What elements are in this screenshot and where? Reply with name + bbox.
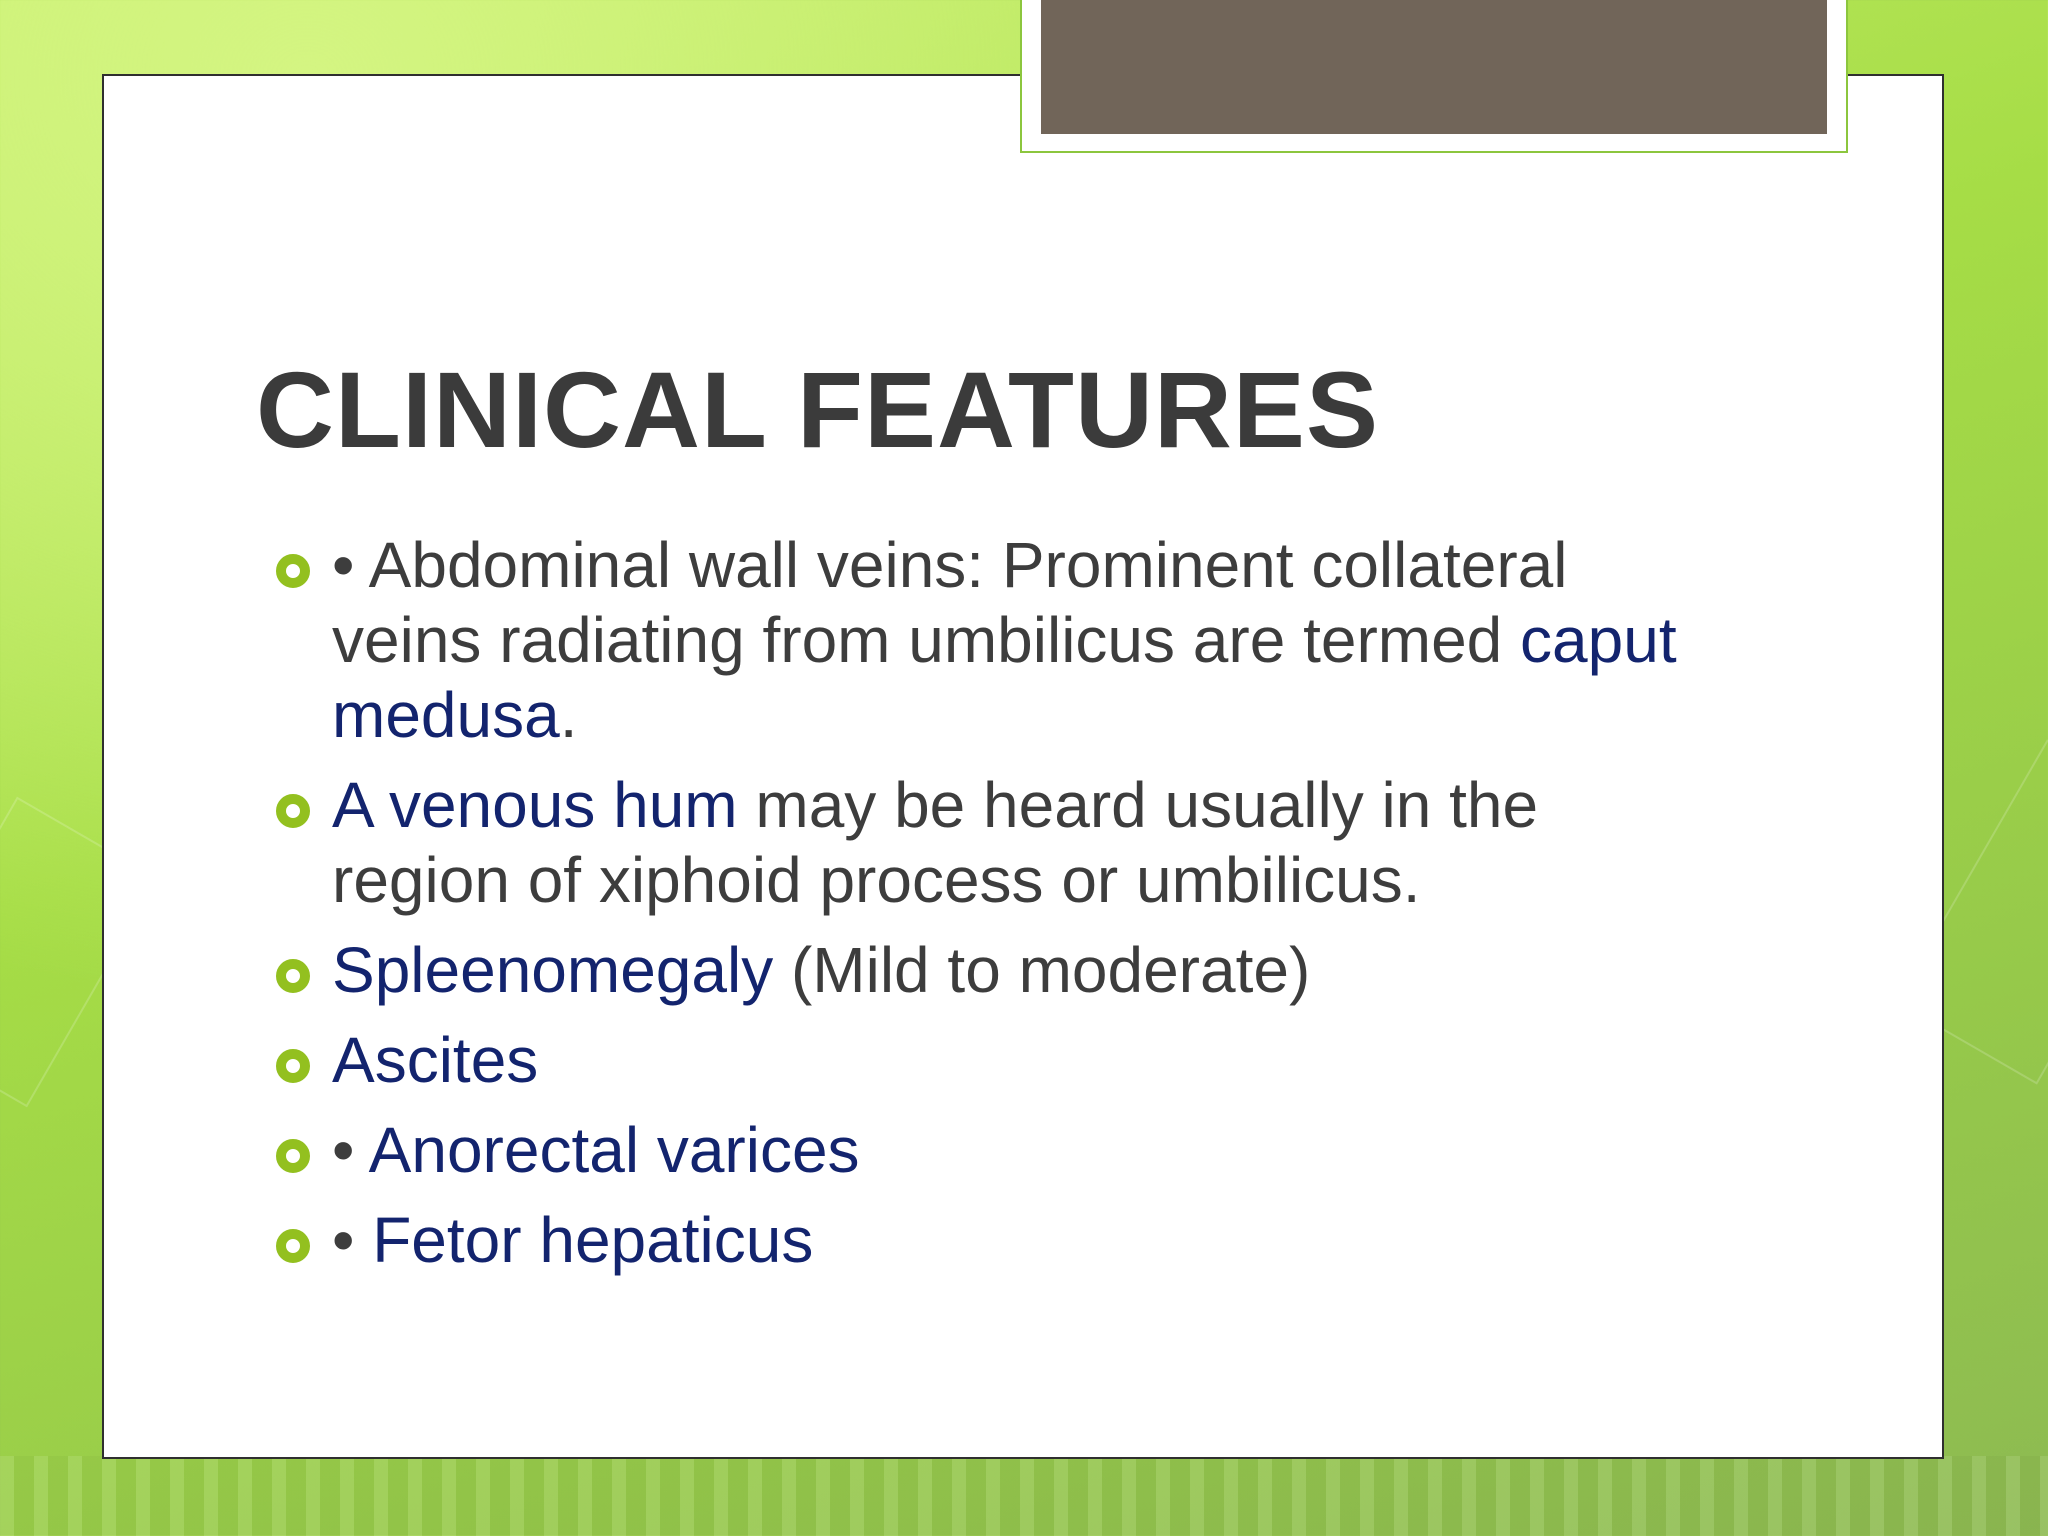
bullet-item bbox=[270, 528, 1690, 753]
bullet-highlight: Anorectal varices bbox=[368, 1114, 860, 1186]
ring-bullet-icon bbox=[276, 554, 310, 588]
bullet-text: • Abdominal wall veins: Prominent collateral veins radiating from umbilicus are termed bbox=[332, 529, 1568, 676]
bullet-list bbox=[270, 528, 1690, 1293]
bullet-text: . bbox=[559, 679, 578, 751]
bullet-text: • bbox=[332, 1114, 369, 1186]
bullet-text: (Mild to moderate) bbox=[773, 934, 1311, 1006]
background-stripes bbox=[0, 1456, 2048, 1536]
bullet-item bbox=[270, 933, 1690, 1008]
bullet-text: may be heard usually in the region of xiphoid process or umbilicus. bbox=[332, 769, 1539, 916]
ring-bullet-icon bbox=[276, 1049, 310, 1083]
ring-bullet-icon bbox=[276, 959, 310, 993]
bullet-highlight: Fetor hepaticus bbox=[372, 1204, 814, 1276]
bullet-highlight: Spleenomegaly bbox=[332, 934, 774, 1006]
bullet-text: • bbox=[332, 1204, 373, 1276]
slide-title: CLINICAL FEATURES bbox=[256, 349, 1379, 470]
bullet-highlight: A venous hum bbox=[332, 769, 738, 841]
ring-bullet-icon bbox=[276, 794, 310, 828]
bullet-highlight: caput medusa bbox=[332, 604, 1677, 751]
bullet-item bbox=[270, 1023, 1690, 1098]
bullet-item bbox=[270, 1113, 1690, 1188]
bullet-item bbox=[270, 1203, 1690, 1278]
title-tab-block bbox=[1041, 0, 1827, 134]
bullet-highlight: Ascites bbox=[332, 1024, 539, 1096]
ring-bullet-icon bbox=[276, 1139, 310, 1173]
bullet-item bbox=[270, 768, 1690, 918]
ring-bullet-icon bbox=[276, 1229, 310, 1263]
